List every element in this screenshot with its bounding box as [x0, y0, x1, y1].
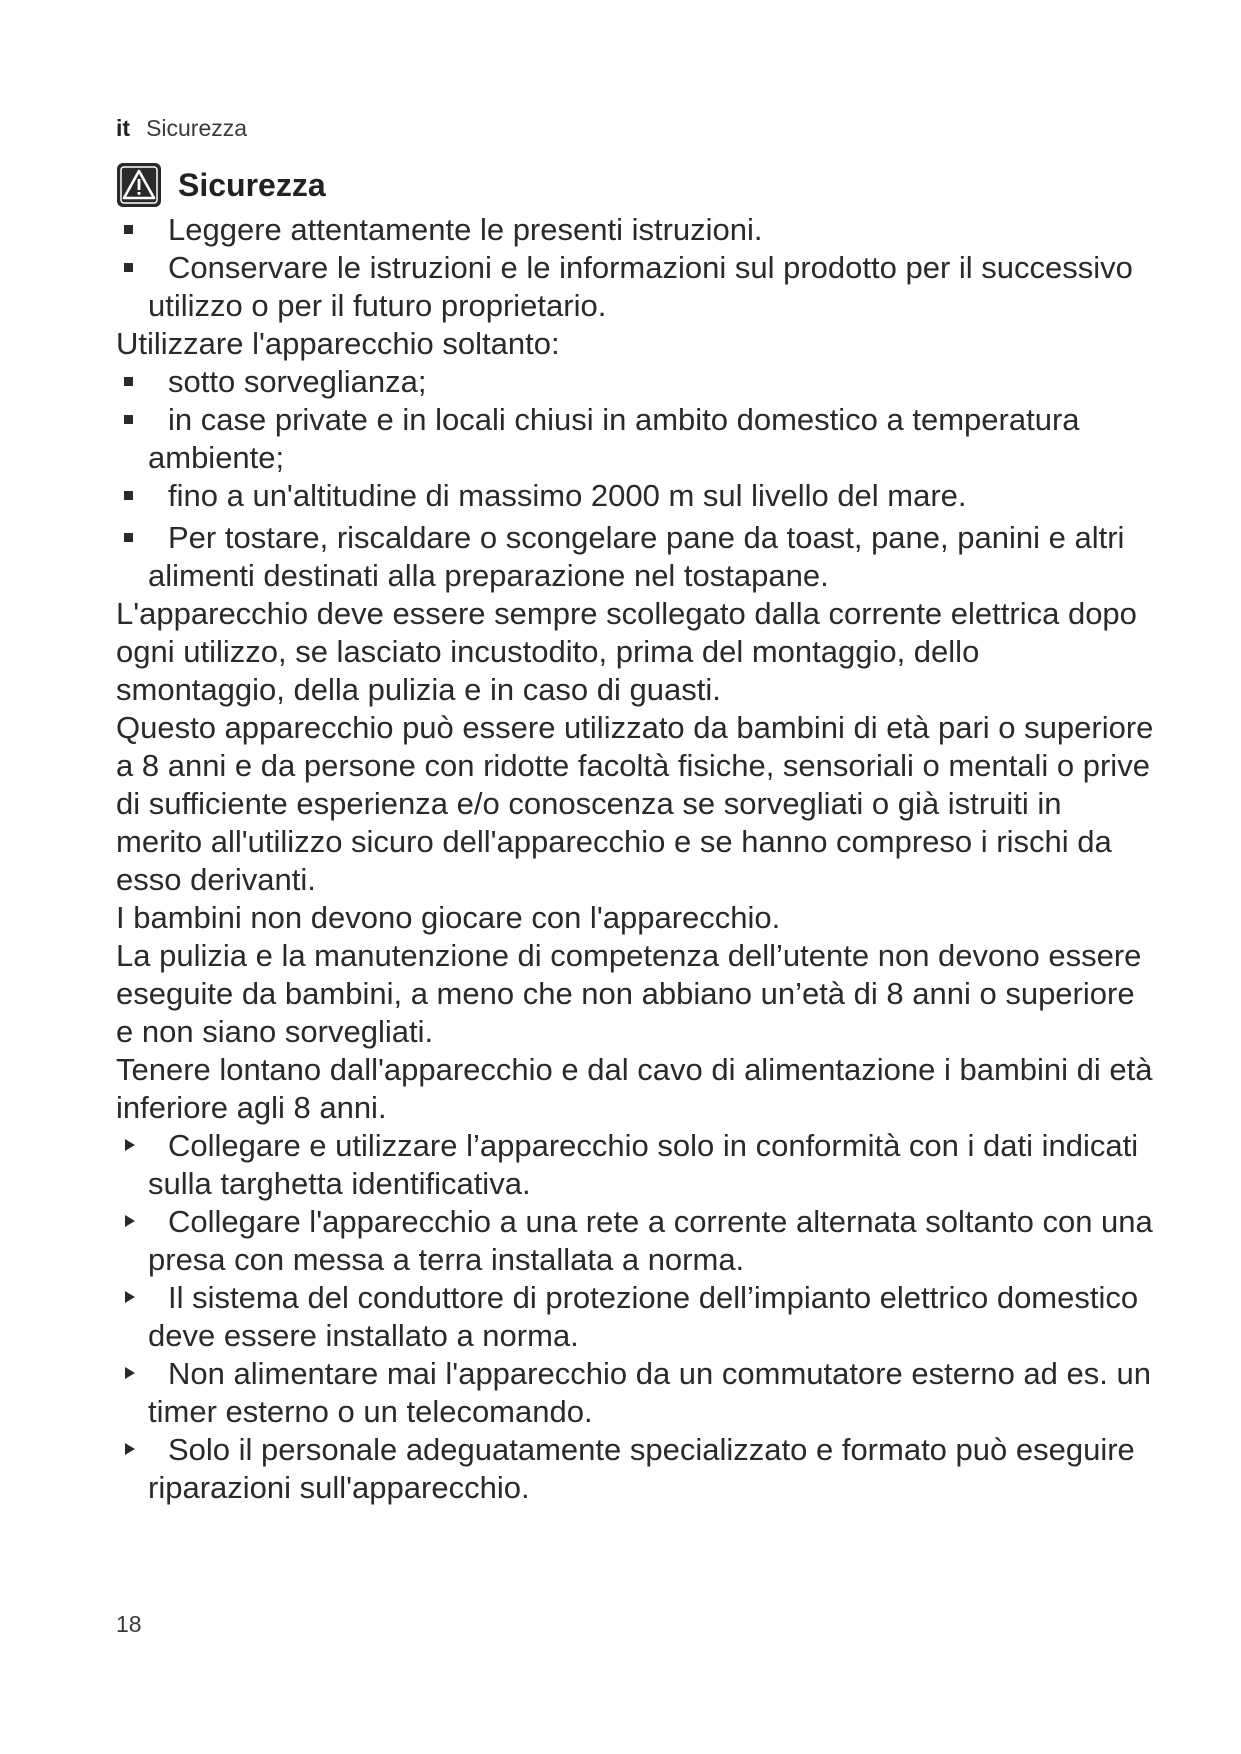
- language-code: it: [116, 115, 131, 141]
- section-body: [116, 211, 1156, 1507]
- section-heading: [116, 162, 326, 208]
- list-item: Collegare e utilizzare l’apparecchio solo in conformità con i dati indicati sulla targhetta identificativa.: [116, 1127, 1156, 1203]
- paragraph: L'apparecchio deve essere sempre scollegato dalla corrente elettrica dopo ogni utilizzo, se lasciato incustodito, prima del montaggio, dello smontaggio, della pulizia e in caso di guasti.: [116, 596, 1137, 707]
- triangle-bullet-icon: [125, 1291, 135, 1303]
- paragraph: Utilizzare l'apparecchio soltanto:: [116, 326, 560, 361]
- use-bullet-list: [116, 363, 1156, 595]
- square-bullet-icon: [124, 225, 133, 234]
- paragraph: Tenere lontano dall'apparecchio e dal cavo di alimentazione i bambini di età inferiore agli 8 anni.: [116, 1052, 1153, 1125]
- list-item: fino a un'altitudine di massimo 2000 m sul livello del mare.: [116, 477, 1156, 515]
- triangle-bullet-icon: [125, 1367, 135, 1379]
- triangle-bullet-icon: [125, 1215, 135, 1227]
- list-item: Il sistema del conduttore di protezione dell’impianto elettrico domestico deve essere installato a norma.: [116, 1279, 1156, 1355]
- list-item: in case private e in locali chiusi in ambito domestico a temperatura ambiente;: [116, 401, 1156, 477]
- paragraph: I bambini non devono giocare con l'apparecchio.: [116, 900, 781, 935]
- triangle-bullet-icon: [125, 1139, 135, 1151]
- paragraph: Questo apparecchio può essere utilizzato da bambini di età pari o superiore a 8 anni e da persone con ridotte facoltà fisiche, sensoriali o mentali o prive di sufficiente esperienza e/o conoscenza se sorvegliati o già istruiti in merito all'utilizzo sicuro dell'apparecchio e se hanno compreso i rischi da esso derivanti.: [116, 710, 1154, 897]
- running-head: [116, 114, 247, 142]
- list-item: Solo il personale adeguatamente specializzato e formato può eseguire riparazioni sull'apparecchio.: [116, 1431, 1156, 1507]
- list-item: Non alimentare mai l'apparecchio da un commutatore esterno ad es. un timer esterno o un telecomando.: [116, 1355, 1156, 1431]
- intro-bullet-list: [116, 211, 1156, 325]
- list-item: Collegare l'apparecchio a una rete a corrente alternata soltanto con una presa con messa a terra installata a norma.: [116, 1203, 1156, 1279]
- warning-triangle-icon: [116, 162, 162, 208]
- section-title: Sicurezza: [178, 167, 326, 203]
- list-item: Conservare le istruzioni e le informazioni sul prodotto per il successivo utilizzo o per il futuro proprietario.: [116, 249, 1156, 325]
- list-item: Leggere attentamente le presenti istruzioni.: [116, 211, 1156, 249]
- running-head-section: Sicurezza: [146, 115, 248, 141]
- square-bullet-icon: [124, 533, 133, 542]
- page-number: 18: [116, 1611, 142, 1637]
- square-bullet-icon: [124, 491, 133, 500]
- square-bullet-icon: [124, 377, 133, 386]
- paragraph: La pulizia e la manutenzione di competenza dell’utente non devono essere eseguite da bambini, a meno che non abbiano un’età di 8 anni o superiore e non siano sorvegliati.: [116, 938, 1142, 1049]
- square-bullet-icon: [124, 415, 133, 424]
- triangle-bullet-icon: [125, 1443, 135, 1455]
- list-item: Per tostare, riscaldare o scongelare pane da toast, pane, panini e altri alimenti destinati alla preparazione nel tostapane.: [116, 519, 1156, 595]
- square-bullet-icon: [124, 263, 133, 272]
- list-item: sotto sorveglianza;: [116, 363, 1156, 401]
- action-bullet-list: [116, 1127, 1156, 1507]
